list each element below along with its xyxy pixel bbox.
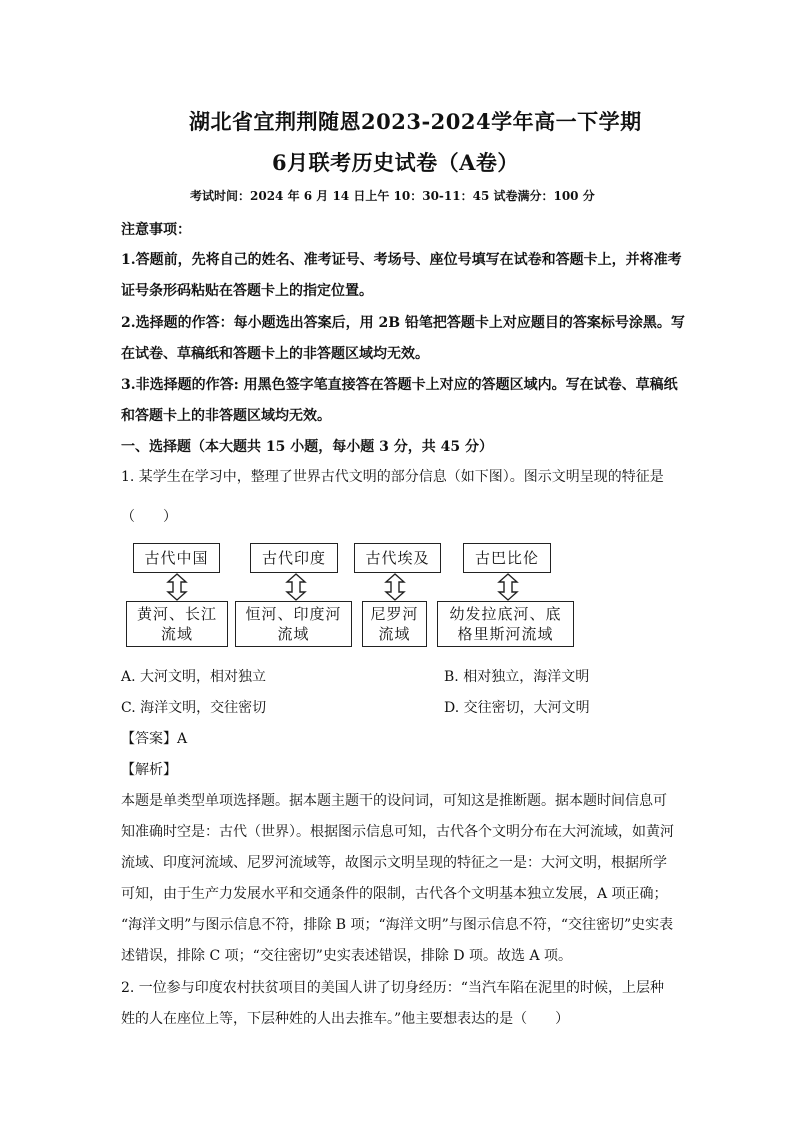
diagram-top-china: 古代中国 [133,543,220,573]
double-arrow-icon [384,573,406,601]
exam-title-line2: 6月联考历史试卷（A卷） [272,150,519,175]
q1-analysis-line: 可知，由于生产力发展水平和交通条件的限制，古代各个文明基本独立发展，A 项正确； [121,886,668,902]
q1-analysis-line: “海洋文明”与图示信息不符，排除 B 项；“海洋文明”与图示信息不符，“交往密切”史实表 [121,917,674,933]
diagram-bottom-india: 恒河、印度河流域 [235,601,352,647]
double-arrow-icon [497,573,519,601]
q1-option-c[interactable]: C. 海洋文明，交往密切 [121,700,267,716]
q2-stem-line1: 2. 一位参与印度农村扶贫项目的美国人讲了切身经历：“当汽车陷在泥里的时候，上层种 [121,980,664,996]
q1-analysis-line: 本题是单类型单项选择题。据本题主题干的设问词，可知这是推断题。据本题时间信息可 [121,793,667,809]
note-2-line2: 在试卷、草稿纸和答题卡上的非答题区域均无效。 [121,346,429,362]
q2-stem-line2: 姓的人在座位上等，下层种姓的人出去推车。”他主要想表达的是（ ） [121,1011,570,1027]
note-3-line2: 和答题卡上的非答题区域均无效。 [121,408,331,424]
q1-analysis-line: 知准确时空是：古代（世界）。根据图示信息可知，古代各个文明分布在大河流域，如黄河 [121,824,674,840]
double-arrow-icon [285,573,307,601]
diagram-bottom-egypt: 尼罗河流域 [362,601,427,647]
diagram-top-india: 古代印度 [250,543,338,573]
q1-option-a[interactable]: A. 大河文明，相对独立 [121,669,267,685]
q1-stem-line1: 1. 某学生在学习中，整理了世界古代文明的部分信息（如下图）。图示文明呈现的特征是 [121,469,664,485]
diagram-top-egypt: 古代埃及 [354,543,441,573]
section-heading: 一、选择题（本大题共 15 小题，每小题 3 分，共 45 分） [121,439,493,455]
diagram-top-babylon: 古巴比伦 [463,543,551,573]
q1-option-b[interactable]: B. 相对独立，海洋文明 [444,669,590,685]
q1-answer: 【答案】A [121,731,188,747]
q1-option-d[interactable]: D. 交往密切，大河文明 [444,700,590,716]
diagram-bottom-babylon: 幼发拉底河、底格里斯河流域 [437,601,574,647]
exam-info: 考试时间：2024 年 6 月 14 日上午 10：30-11：45 试卷满分：100 分 [190,189,595,203]
notes-heading: 注意事项： [121,222,191,238]
q1-analysis-line: 述错误，排除 C 项；“交往密切”史实表述错误，排除 D 项。故选 A 项。 [121,948,573,964]
note-2-line1: 2.选择题的作答：每小题选出答案后，用 2B 铅笔把答题卡上对应题目的答案标号涂黑。写 [121,315,685,331]
note-1-line1: 1.答题前，先将自己的姓名、准考证号、考场号、座位号填写在试卷和答题卡上，并将准考 [121,252,682,268]
exam-title-line1: 湖北省宜荆荆随恩2023-2024学年高一下学期 [189,109,642,134]
q1-analysis-line: 流域、印度河流域、尼罗河流域等，故图示文明呈现的特征之一是：大河文明，根据所学 [121,855,667,871]
q1-analysis-heading: 【解析】 [121,762,177,778]
q1-stem-line2: （ ） [121,509,177,525]
note-1-line2: 证号条形码粘贴在答题卡上的指定位置。 [121,283,373,299]
double-arrow-icon [166,573,188,601]
diagram-bottom-china: 黄河、长江流域 [126,601,228,647]
note-3-line1: 3.非选择题的作答: 用黑色签字笔直接答在答题卡上对应的答题区域内。写在试卷、草稿纸 [121,377,678,393]
